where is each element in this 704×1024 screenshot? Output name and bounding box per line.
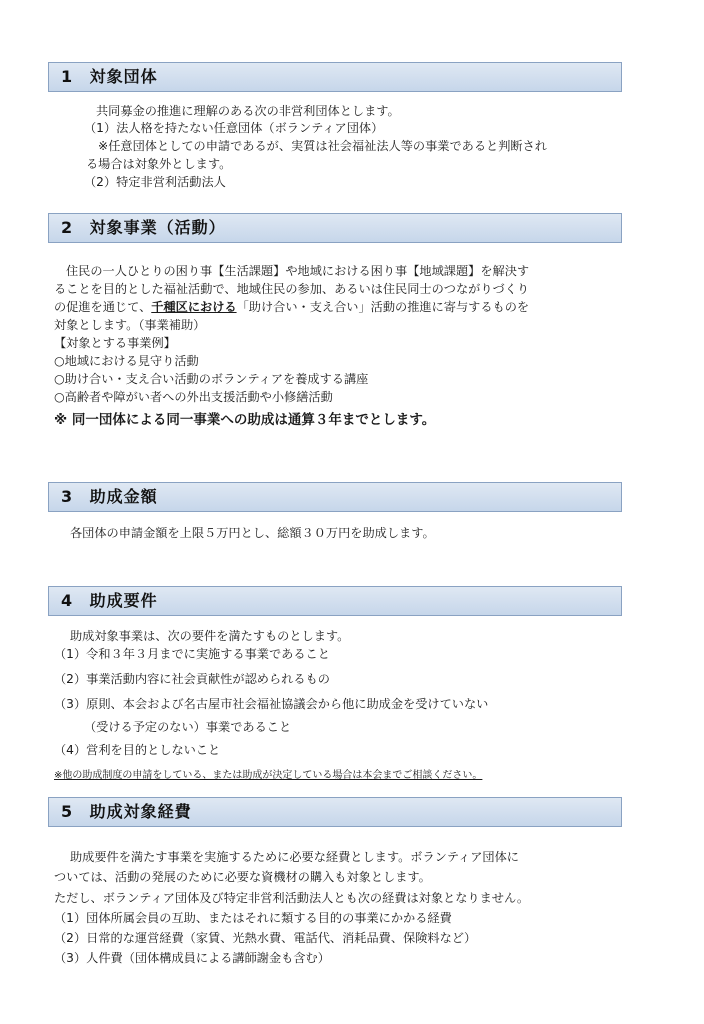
section-3-line-1: 各団体の申請金額を上限５万円とし、総額３０万円を助成します。 xyxy=(70,526,435,540)
section-2-line-7: ○助け合い・支え合い活動のボランティアを養成する講座 xyxy=(54,372,369,386)
section-5-header xyxy=(48,797,622,827)
section-1-line-5: （2）特定非営利活動法人 xyxy=(84,175,226,189)
section-2-number: 2 xyxy=(61,218,74,237)
section-4-line-2: （1）令和３年３月までに実施する事業であること xyxy=(54,647,330,661)
section-2-line-4: 対象とします。（事業補助） xyxy=(54,318,206,332)
section-4-note: ※他の助成制度の申請をしている、または助成が決定している場合は本会までご相談ください。 xyxy=(54,770,483,781)
section-5-line-1: 助成要件を満たす事業を実施するために必要な経費とします。ボランティア団体に xyxy=(70,850,519,864)
section-4-number: 4 xyxy=(61,591,74,610)
section-2-header xyxy=(48,213,622,243)
section-2-line-3-prefix: の促進を通じて、 xyxy=(54,300,152,314)
section-2-line-1: 住民の一人ひとりの困り事【生活課題】や地域における困り事【地域課題】を解決す xyxy=(66,264,530,278)
section-5-line-2: ついては、活動の発展のために必要な資機材の購入も対象とします。 xyxy=(54,870,431,884)
section-2-line-2: ることを目的とした福祉活動で、地域住民の参加、あるいは住民同士のつながりづくり xyxy=(54,282,530,296)
section-1-title: 対象団体 xyxy=(89,67,158,86)
section-3-header xyxy=(48,482,622,512)
section-5-line-5: （2）日常的な運営経費（家賃、光熱水費、電話代、消耗品費、保険料など） xyxy=(54,931,477,945)
section-2-line-5: 【対象とする事業例】 xyxy=(54,336,176,350)
section-2-line-6: ○地域における見守り活動 xyxy=(54,354,199,368)
section-5-line-6: （3）人件費（団体構成員による講師謝金も含む） xyxy=(54,951,330,965)
section-5-title: 助成対象経費 xyxy=(89,802,192,821)
section-5-line-4: （1）団体所属会員の互助、またはそれに類する目的の事業にかかる経費 xyxy=(54,911,452,925)
section-3-number: 3 xyxy=(61,487,74,506)
section-4-line-4: （3）原則、本会および名古屋市社会福祉協議会から他に助成金を受けていない xyxy=(54,697,489,711)
section-5-line-3: ただし、ボランティア団体及び特定非営利活動法人とも次の経費は対象となりません。 xyxy=(54,891,530,905)
section-4-title: 助成要件 xyxy=(89,591,158,610)
section-1-header xyxy=(48,62,622,92)
section-1-line-2: （1）法人格を持たない任意団体（ボランティア団体） xyxy=(84,121,384,135)
section-2-line-3 xyxy=(54,300,529,315)
section-3-title: 助成金額 xyxy=(89,487,158,506)
section-4-line-1: 助成対象事業は、次の要件を満たすものとします。 xyxy=(70,629,350,643)
section-1-line-1: 共同募金の推進に理解のある次の非営利団体とします。 xyxy=(96,104,400,118)
section-4-line-3: （2）事業活動内容に社会貢献性が認められるもの xyxy=(54,672,330,686)
section-4-line-5: （受ける予定のない）事業であること xyxy=(84,720,292,734)
section-2-line-3-suffix: 「助け合い・支え合い」活動の推進に寄与するものを xyxy=(236,300,530,314)
section-2-title: 対象事業（活動） xyxy=(89,218,226,237)
section-1-line-4: る場合は対象外とします。 xyxy=(86,157,232,171)
section-4-line-6: （4）営利を目的としないこと xyxy=(54,743,221,757)
section-1-number: 1 xyxy=(61,67,74,86)
section-2-line-3-underlined: 千種区における xyxy=(151,300,237,314)
section-2-note: ※ 同一団体による同一事業への助成は通算３年までとします。 xyxy=(54,412,436,428)
section-4-header xyxy=(48,586,622,616)
section-5-number: 5 xyxy=(61,802,74,821)
section-2-line-8: ○高齢者や障がい者への外出支援活動や小修繕活動 xyxy=(54,390,333,404)
section-1-line-3: ※任意団体としての申請であるが、実質は社会福祉法人等の事業であると判断され xyxy=(98,139,547,153)
